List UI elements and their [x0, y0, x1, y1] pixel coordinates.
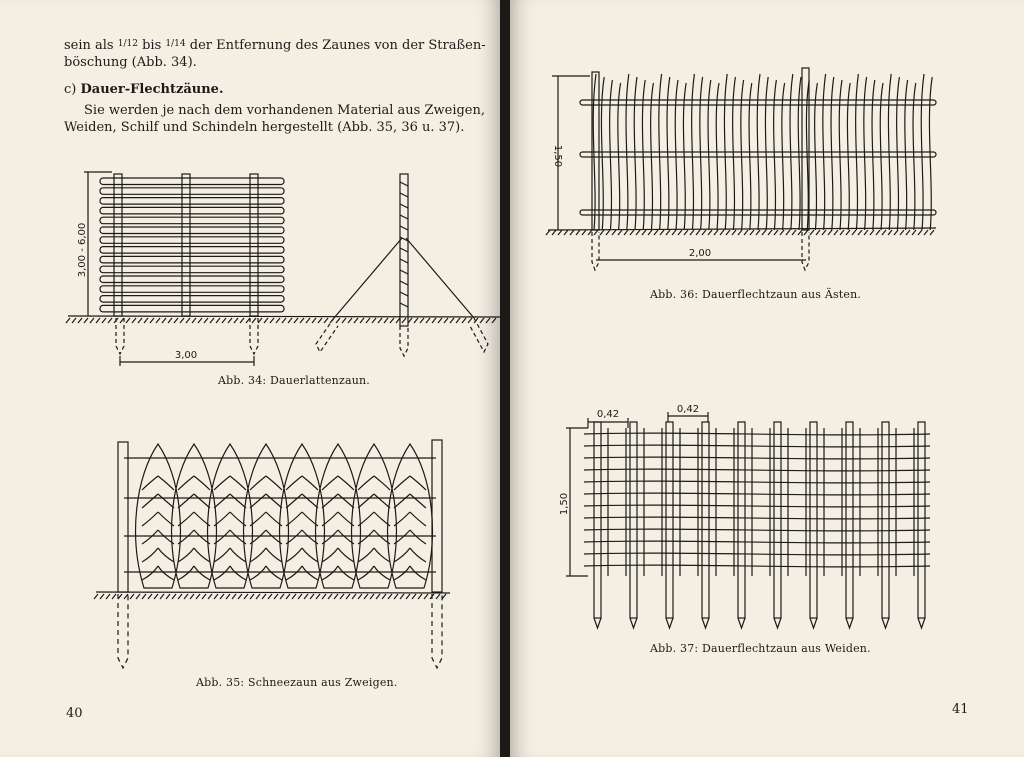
page-number-right: 41 — [952, 702, 969, 717]
fig34-slat — [100, 188, 284, 195]
fig35-branches — [136, 444, 433, 588]
figure-37-caption: Abb. 37: Dauerflechtzaun aus Weiden. — [650, 642, 871, 655]
fig34-slat — [100, 237, 284, 244]
fig37-stake — [666, 422, 673, 618]
fig34-slat — [100, 198, 284, 205]
fig34-slat — [100, 296, 284, 303]
intro-line: sein als $^{1/12}$ bis $^{1/14}$ der Entfernung des Zaunes von der Straßen- — [64, 38, 486, 53]
fig37-stake — [810, 422, 817, 618]
left-page-text — [64, 36, 500, 136]
fraction-1-14: 1/14 — [165, 39, 186, 49]
fig37-spacing-label-1: 0,42 — [596, 409, 620, 420]
fig37-stake — [918, 422, 925, 618]
fig34-ground-hatch — [66, 318, 496, 323]
fig34-slat — [100, 207, 284, 214]
fig34-slat — [100, 276, 284, 283]
fig36-height-label: 1,50 — [552, 144, 563, 168]
figure-36-caption: Abb. 36: Dauerflechtzaun aus Ästen. — [650, 288, 862, 301]
intro-line-2: böschung (Abb. 34). — [64, 55, 197, 70]
fig37-spacing-dimension-2 — [668, 404, 708, 422]
fig36-width-dimension — [596, 248, 806, 260]
fig37-stake — [594, 422, 601, 618]
section-heading: c) Dauer-Flechtzäune. — [64, 82, 224, 97]
book-gutter — [500, 0, 510, 757]
fig34-slat — [100, 227, 284, 234]
fig34-slat — [100, 256, 284, 263]
fig34-slats — [100, 178, 284, 312]
fig34-height-label: 3,00 - 6,00 — [77, 222, 88, 278]
fig37-height-dimension — [559, 428, 588, 576]
fig37-stake — [702, 422, 709, 618]
fig34-slat — [100, 266, 284, 273]
figure-34-caption: Abb. 34: Dauerlattenzaun. — [218, 374, 370, 387]
fraction-1-12: 1/12 — [117, 39, 138, 49]
fig37-spacing-label-2: 0,42 — [676, 404, 700, 415]
fig35-ground-line — [96, 592, 450, 593]
fig34-side-view — [316, 174, 488, 356]
figure-35-drawing — [94, 436, 454, 672]
fig34-slat — [100, 217, 284, 224]
fig34-slat — [100, 178, 284, 185]
fig36-ground-hatch — [546, 230, 934, 235]
fig34-height-dimension — [77, 172, 112, 316]
section-paragraph: Sie werden je nach dem vorhandenen Material aus Zweigen, Weiden, Schilf und Schindeln hergestellt (Abb. 35, 36 u. 37). — [64, 103, 486, 135]
fig34-posts — [114, 174, 258, 354]
fig37-height-label: 1,50 — [559, 492, 570, 516]
fig37-weave — [584, 428, 930, 576]
fig34-width-dimension — [120, 350, 254, 366]
fig36-height-dimension — [552, 76, 590, 230]
page-number-left: 40 — [66, 706, 83, 721]
fig34-slat — [100, 305, 284, 312]
fig34-ground-line — [68, 316, 500, 317]
figure-36-drawing — [544, 64, 944, 280]
figure-35-caption: Abb. 35: Schneezaun aus Zweigen. — [196, 676, 398, 689]
fig35-ground-hatch — [94, 594, 446, 599]
left-page — [0, 0, 500, 757]
fig36-width-label: 2,00 — [688, 248, 712, 259]
fig37-stake — [846, 422, 853, 618]
fig36-wattle — [580, 100, 936, 215]
fig37-stake — [882, 422, 889, 618]
fig37-stake — [738, 422, 745, 618]
figure-37-drawing — [559, 404, 936, 636]
right-page — [510, 0, 1024, 757]
fig37-stake — [774, 422, 781, 618]
fig34-width-label: 3,00 — [174, 350, 198, 361]
figure-34-drawing — [64, 168, 500, 368]
fig34-slat — [100, 286, 284, 293]
fig34-slat — [100, 247, 284, 254]
fig37-stake — [630, 422, 637, 618]
